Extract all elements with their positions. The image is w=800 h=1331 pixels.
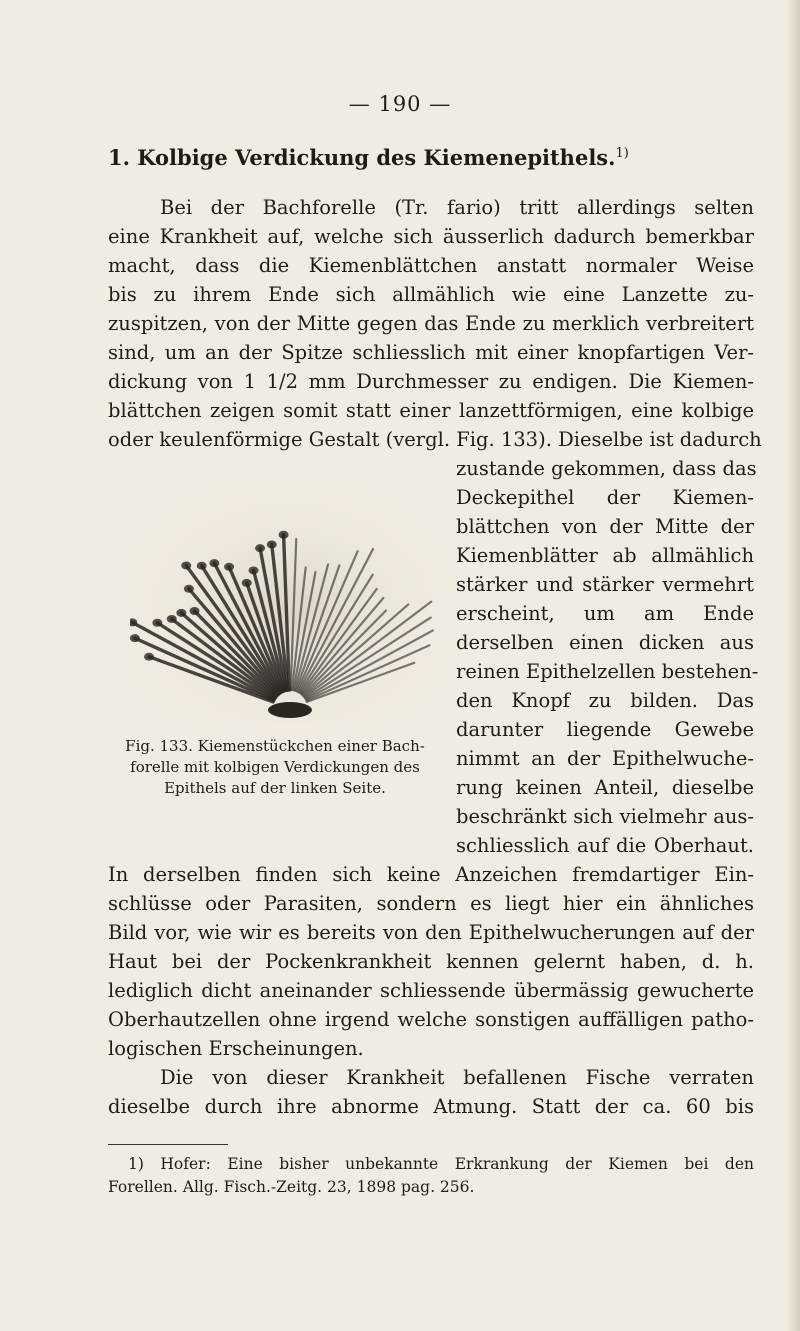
body-line: Kiemenblätter ab allmählich <box>456 544 754 567</box>
page-edge-shadow <box>786 0 800 1331</box>
body-line: zustande gekommen, dass das <box>456 457 757 480</box>
body-line: blättchen von der Mitte der <box>456 515 754 538</box>
filament-knob <box>209 559 219 567</box>
filament-knob <box>255 544 265 552</box>
body-line: nimmt an der Epithelwuche- <box>456 747 754 770</box>
body-line: schliesslich auf die Oberhaut. <box>456 834 754 857</box>
gill-base <box>268 702 312 718</box>
body-line: Bild vor, wie wir es bereits von den Epithelwucherungen auf der <box>108 921 754 944</box>
body-line: eine Krankheit auf, welche sich äusserlich dadurch bemerkbar <box>108 225 754 248</box>
section-heading <box>108 145 629 170</box>
body-line: logischen Erscheinungen. <box>108 1037 364 1060</box>
body-line: reinen Epithelzellen bestehen- <box>456 660 759 683</box>
body-line: schlüsse oder Parasiten, sondern es liegt hier ein ähnliches <box>108 892 754 915</box>
filament-knob <box>197 562 207 570</box>
figure-gill-fragment <box>130 476 450 726</box>
filament-knob <box>167 615 177 623</box>
filament-knob <box>181 561 191 569</box>
body-line: stärker und stärker vermehrt <box>456 573 754 596</box>
footnote-line: 1) Hofer: Eine bisher unbekannte Erkrankung der Kiemen bei den <box>128 1155 754 1173</box>
filament-knob <box>190 607 200 615</box>
body-line: macht, dass die Kiemenblättchen anstatt normaler Weise <box>108 254 754 277</box>
filament-knob <box>224 563 234 571</box>
body-line: Bei der Bachforelle (Tr. fario) tritt allerdings selten <box>160 196 754 219</box>
body-line: dieselbe durch ihre abnorme Atmung. Statt der ca. 60 bis <box>108 1095 754 1118</box>
body-line: oder keulenförmige Gestalt (vergl. Fig. 133). Dieselbe ist dadurch <box>108 428 762 451</box>
filament-knob <box>184 585 194 593</box>
body-line: zuspitzen, von der Mitte gegen das Ende zu merklich verbreitert <box>108 312 754 335</box>
caption-line: Epithels auf der linken Seite. <box>164 779 386 797</box>
body-line: rung keinen Anteil, dieselbe <box>456 776 754 799</box>
body-line: sind, um an der Spitze schliesslich mit einer knopfartigen Ver- <box>108 341 754 364</box>
body-line: erscheint, um am Ende <box>456 602 754 625</box>
body-line: In derselben finden sich keine Anzeichen fremdartiger Ein- <box>108 863 754 886</box>
body-line: Oberhautzellen ohne irgend welche sonstigen auffälligen patho- <box>108 1008 754 1031</box>
filament-knob <box>267 541 277 549</box>
footnote-divider <box>108 1144 228 1145</box>
body-line: derselben einen dicken aus <box>456 631 754 654</box>
body-line: Haut bei der Pockenkrankheit kennen gelernt haben, d. h. <box>108 950 754 973</box>
body-line: dickung von 1 1/2 mm Durchmesser zu endigen. Die Kiemen- <box>108 370 754 393</box>
filament-knob <box>130 634 140 642</box>
heading-footnote-mark: 1) <box>615 146 629 161</box>
body-line: Die von dieser Krankheit befallenen Fische verraten <box>160 1066 754 1089</box>
body-line: Deckepithel der Kiemen- <box>456 486 754 509</box>
filament-knob <box>144 653 154 661</box>
body-line: lediglich dicht aneinander schliessende übermässig gewucherte <box>108 979 754 1002</box>
filament-knob <box>152 619 162 627</box>
section-heading-text: 1. Kolbige Verdickung des Kiemenepithels. <box>108 145 616 170</box>
caption-line: forelle mit kolbigen Verdickungen des <box>130 758 420 776</box>
filament-knob <box>279 531 289 539</box>
filament-knob <box>249 566 259 574</box>
filament-knob <box>242 579 252 587</box>
body-line: bis zu ihrem Ende sich allmählich wie eine Lanzette zu- <box>108 283 754 306</box>
page-number: — 190 — <box>348 92 452 116</box>
body-line: darunter liegende Gewebe <box>456 718 754 741</box>
body-line: beschränkt sich vielmehr aus- <box>456 805 754 828</box>
filament-knob <box>176 609 186 617</box>
caption-line: Fig. 133. Kiemenstückchen einer Bach- <box>125 737 425 755</box>
body-line: den Knopf zu bilden. Das <box>456 689 754 712</box>
figure-caption <box>100 736 450 799</box>
footnote-line: Forellen. Allg. Fisch.-Zeitg. 23, 1898 pag. 256. <box>108 1178 475 1196</box>
body-line: blättchen zeigen somit statt einer lanzettförmigen, eine kolbige <box>108 399 754 422</box>
